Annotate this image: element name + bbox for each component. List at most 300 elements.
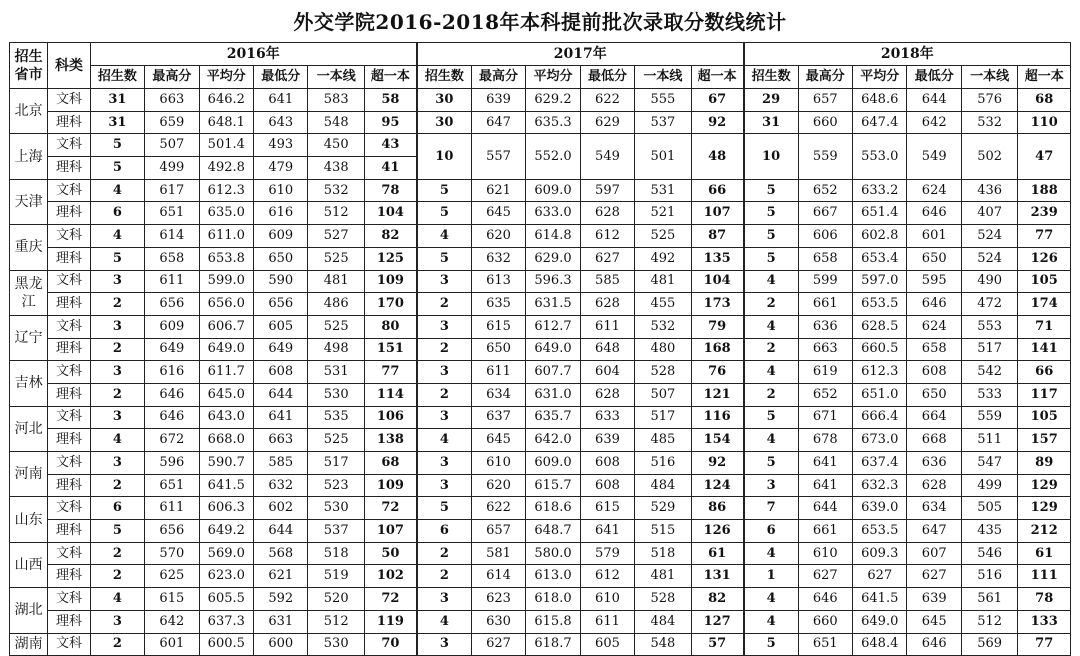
score-cell: 6 bbox=[744, 520, 798, 543]
subcolumn-header: 超一本 bbox=[364, 66, 416, 89]
score-cell: 170 bbox=[364, 293, 416, 316]
score-cell: 498 bbox=[308, 338, 364, 361]
score-cell: 6 bbox=[90, 202, 144, 225]
score-cell: 632.3 bbox=[853, 474, 907, 497]
score-cell: 569.0 bbox=[199, 542, 253, 565]
score-cell: 129 bbox=[1018, 497, 1071, 520]
score-cell: 126 bbox=[1018, 247, 1071, 270]
score-cell: 663 bbox=[145, 89, 199, 112]
score-cell: 102 bbox=[364, 565, 416, 588]
score-cell: 2 bbox=[744, 338, 798, 361]
subject-type-cell: 理科 bbox=[48, 565, 90, 588]
subcolumn-header: 超一本 bbox=[1018, 66, 1071, 89]
score-cell: 659 bbox=[145, 111, 199, 134]
score-cell: 652 bbox=[798, 383, 852, 406]
score-cell: 77 bbox=[1018, 225, 1071, 248]
score-cell: 5 bbox=[90, 157, 144, 180]
score-cell: 532 bbox=[961, 111, 1017, 134]
score-cell: 627 bbox=[907, 565, 961, 588]
subject-type-cell: 文科 bbox=[48, 134, 90, 157]
score-cell: 606.7 bbox=[199, 315, 253, 338]
province-cell: 河北 bbox=[10, 406, 48, 451]
score-cell: 10 bbox=[417, 134, 471, 179]
score-cell: 124 bbox=[691, 474, 743, 497]
score-cell: 615 bbox=[580, 497, 634, 520]
score-cell: 639 bbox=[907, 588, 961, 611]
score-cell: 645 bbox=[471, 429, 525, 452]
subject-type-cell: 文科 bbox=[48, 315, 90, 338]
score-cell: 6 bbox=[90, 497, 144, 520]
score-cell: 87 bbox=[691, 225, 743, 248]
score-cell: 76 bbox=[691, 361, 743, 384]
score-cell: 512 bbox=[308, 610, 364, 633]
score-cell: 623 bbox=[471, 588, 525, 611]
score-cell: 649 bbox=[254, 338, 308, 361]
subject-type-cell: 文科 bbox=[48, 270, 90, 293]
score-cell: 634 bbox=[471, 383, 525, 406]
score-cell: 4 bbox=[744, 270, 798, 293]
province-cell: 天津 bbox=[10, 179, 48, 224]
score-cell: 656 bbox=[254, 293, 308, 316]
score-cell: 4 bbox=[744, 315, 798, 338]
score-cell: 4 bbox=[744, 610, 798, 633]
table-row bbox=[10, 111, 1071, 134]
score-cell: 114 bbox=[364, 383, 416, 406]
score-cell: 7 bbox=[744, 497, 798, 520]
score-cell: 472 bbox=[961, 293, 1017, 316]
score-cell: 646 bbox=[798, 588, 852, 611]
score-cell: 590.7 bbox=[199, 452, 253, 475]
subcolumn-header: 最高分 bbox=[798, 66, 852, 89]
score-cell: 524 bbox=[961, 225, 1017, 248]
score-cell: 4 bbox=[744, 588, 798, 611]
score-cell: 650 bbox=[254, 247, 308, 270]
score-cell: 609.3 bbox=[853, 542, 907, 565]
score-cell: 647 bbox=[471, 111, 525, 134]
score-cell: 2 bbox=[417, 338, 471, 361]
score-cell: 644 bbox=[254, 383, 308, 406]
score-cell: 58 bbox=[364, 89, 416, 112]
score-cell: 646 bbox=[907, 202, 961, 225]
score-cell: 174 bbox=[1018, 293, 1071, 316]
score-cell: 616 bbox=[254, 202, 308, 225]
score-cell: 608 bbox=[907, 361, 961, 384]
score-cell: 72 bbox=[364, 497, 416, 520]
score-cell: 154 bbox=[691, 429, 743, 452]
subject-type-cell: 文科 bbox=[48, 406, 90, 429]
subject-type-cell: 理科 bbox=[48, 474, 90, 497]
score-cell: 61 bbox=[691, 542, 743, 565]
score-cell: 528 bbox=[635, 588, 691, 611]
score-cell: 651 bbox=[145, 474, 199, 497]
score-cell: 117 bbox=[1018, 383, 1071, 406]
score-cell: 651.4 bbox=[853, 202, 907, 225]
score-cell: 599 bbox=[798, 270, 852, 293]
score-cell: 615 bbox=[145, 588, 199, 611]
score-cell: 68 bbox=[1018, 89, 1071, 112]
score-cell: 4 bbox=[744, 429, 798, 452]
score-cell: 630 bbox=[471, 610, 525, 633]
score-cell: 47 bbox=[1018, 134, 1071, 179]
score-cell: 86 bbox=[691, 497, 743, 520]
score-cell: 636 bbox=[798, 315, 852, 338]
score-cell: 635 bbox=[471, 293, 525, 316]
table-row bbox=[10, 179, 1071, 202]
score-cell: 673.0 bbox=[853, 429, 907, 452]
score-cell: 617 bbox=[145, 179, 199, 202]
score-cell: 666.4 bbox=[853, 406, 907, 429]
score-cell: 517 bbox=[635, 406, 691, 429]
score-cell: 610 bbox=[254, 179, 308, 202]
score-cell: 658 bbox=[798, 247, 852, 270]
score-cell: 518 bbox=[308, 542, 364, 565]
score-cell: 104 bbox=[364, 202, 416, 225]
score-cell: 649.0 bbox=[199, 338, 253, 361]
table-row bbox=[10, 225, 1071, 248]
score-cell: 512 bbox=[961, 610, 1017, 633]
score-cell: 4 bbox=[90, 588, 144, 611]
score-cell: 79 bbox=[691, 315, 743, 338]
year-header-2018: 2018年 bbox=[744, 43, 1071, 66]
score-cell: 126 bbox=[691, 520, 743, 543]
table-row bbox=[10, 633, 1071, 656]
score-cell: 636 bbox=[907, 452, 961, 475]
score-cell: 532 bbox=[635, 315, 691, 338]
score-cell: 650 bbox=[471, 338, 525, 361]
score-cell: 651 bbox=[798, 633, 852, 656]
province-cell: 湖北 bbox=[10, 588, 48, 633]
table-row bbox=[10, 610, 1071, 633]
score-cell: 635.3 bbox=[526, 111, 580, 134]
score-cell: 656 bbox=[145, 293, 199, 316]
score-cell: 610 bbox=[580, 588, 634, 611]
score-cell: 611 bbox=[580, 315, 634, 338]
score-cell: 678 bbox=[798, 429, 852, 452]
score-cell: 612 bbox=[580, 225, 634, 248]
score-cell: 57 bbox=[691, 633, 743, 656]
subcolumn-header: 一本线 bbox=[635, 66, 691, 89]
score-cell: 5 bbox=[744, 247, 798, 270]
score-cell: 667 bbox=[798, 202, 852, 225]
score-cell: 622 bbox=[580, 89, 634, 112]
subject-type-cell: 理科 bbox=[48, 202, 90, 225]
score-cell: 131 bbox=[691, 565, 743, 588]
score-cell: 613 bbox=[471, 270, 525, 293]
score-cell: 5 bbox=[90, 520, 144, 543]
score-cell: 649 bbox=[145, 338, 199, 361]
score-cell: 646 bbox=[907, 293, 961, 316]
score-cell: 521 bbox=[635, 202, 691, 225]
score-cell: 481 bbox=[635, 270, 691, 293]
year-header-row bbox=[10, 43, 1071, 66]
score-cell: 2 bbox=[744, 293, 798, 316]
table-body bbox=[10, 89, 1071, 656]
score-cell: 111 bbox=[1018, 565, 1071, 588]
score-cell: 109 bbox=[364, 474, 416, 497]
score-cell: 450 bbox=[308, 134, 364, 157]
score-cell: 657 bbox=[471, 520, 525, 543]
score-cell: 616 bbox=[145, 361, 199, 384]
score-cell: 639.0 bbox=[853, 497, 907, 520]
score-cell: 5 bbox=[744, 225, 798, 248]
score-cell: 78 bbox=[1018, 588, 1071, 611]
table-row bbox=[10, 520, 1071, 543]
score-cell: 615.8 bbox=[526, 610, 580, 633]
score-cell: 5 bbox=[744, 406, 798, 429]
year-header-2016: 2016年 bbox=[90, 43, 417, 66]
score-cell: 435 bbox=[961, 520, 1017, 543]
score-cell: 5 bbox=[744, 452, 798, 475]
score-cell: 3 bbox=[417, 588, 471, 611]
score-cell: 635.7 bbox=[526, 406, 580, 429]
subcolumn-header: 一本线 bbox=[308, 66, 364, 89]
score-cell: 656.0 bbox=[199, 293, 253, 316]
province-cell: 北京 bbox=[10, 89, 48, 134]
score-cell: 607.7 bbox=[526, 361, 580, 384]
score-cell: 611.0 bbox=[199, 225, 253, 248]
score-cell: 627 bbox=[798, 565, 852, 588]
score-cell: 615 bbox=[471, 315, 525, 338]
score-cell: 525 bbox=[635, 225, 691, 248]
score-cell: 5 bbox=[744, 633, 798, 656]
score-cell: 532 bbox=[308, 179, 364, 202]
score-cell: 609.0 bbox=[526, 452, 580, 475]
score-cell: 484 bbox=[635, 474, 691, 497]
province-cell: 重庆 bbox=[10, 225, 48, 270]
score-cell: 82 bbox=[364, 225, 416, 248]
score-cell: 479 bbox=[254, 157, 308, 180]
score-cell: 602 bbox=[254, 497, 308, 520]
score-cell: 78 bbox=[364, 179, 416, 202]
score-cell: 607 bbox=[907, 542, 961, 565]
score-cell: 656 bbox=[145, 520, 199, 543]
score-cell: 620 bbox=[471, 225, 525, 248]
score-cell: 641.5 bbox=[199, 474, 253, 497]
table-row bbox=[10, 361, 1071, 384]
table-row bbox=[10, 452, 1071, 475]
score-cell: 600 bbox=[254, 633, 308, 656]
score-cell: 627 bbox=[853, 565, 907, 588]
score-cell: 107 bbox=[691, 202, 743, 225]
table-row bbox=[10, 474, 1071, 497]
score-cell: 512 bbox=[308, 202, 364, 225]
subject-type-cell: 文科 bbox=[48, 179, 90, 202]
subject-type-cell: 文科 bbox=[48, 225, 90, 248]
score-cell: 481 bbox=[308, 270, 364, 293]
score-cell: 606.3 bbox=[199, 497, 253, 520]
table-row bbox=[10, 89, 1071, 112]
score-cell: 2 bbox=[744, 383, 798, 406]
score-cell: 648.4 bbox=[853, 633, 907, 656]
score-cell: 664 bbox=[907, 406, 961, 429]
score-cell: 492 bbox=[635, 247, 691, 270]
province-cell: 辽宁 bbox=[10, 315, 48, 360]
score-cell: 501 bbox=[635, 134, 691, 179]
score-cell: 502 bbox=[961, 134, 1017, 179]
score-cell: 620 bbox=[471, 474, 525, 497]
score-cell: 4 bbox=[744, 361, 798, 384]
score-cell: 527 bbox=[308, 225, 364, 248]
score-cell: 628 bbox=[907, 474, 961, 497]
score-cell: 5 bbox=[417, 497, 471, 520]
score-cell: 653.5 bbox=[853, 520, 907, 543]
score-cell: 481 bbox=[635, 565, 691, 588]
subject-type-cell: 文科 bbox=[48, 452, 90, 475]
score-cell: 559 bbox=[961, 406, 1017, 429]
score-cell: 3 bbox=[417, 361, 471, 384]
score-cell: 648.6 bbox=[853, 89, 907, 112]
score-cell: 604 bbox=[580, 361, 634, 384]
score-cell: 646.2 bbox=[199, 89, 253, 112]
score-cell: 642 bbox=[907, 111, 961, 134]
subcolumn-header: 平均分 bbox=[199, 66, 253, 89]
score-cell: 641 bbox=[798, 452, 852, 475]
score-cell: 628.5 bbox=[853, 315, 907, 338]
score-cell: 658 bbox=[145, 247, 199, 270]
subject-type-cell: 文科 bbox=[48, 361, 90, 384]
score-cell: 127 bbox=[691, 610, 743, 633]
score-cell: 661 bbox=[798, 293, 852, 316]
score-cell: 107 bbox=[364, 520, 416, 543]
subject-type-cell: 理科 bbox=[48, 111, 90, 134]
score-cell: 643.0 bbox=[199, 406, 253, 429]
score-cell: 531 bbox=[635, 179, 691, 202]
score-cell: 82 bbox=[691, 588, 743, 611]
score-cell: 643 bbox=[254, 111, 308, 134]
score-cell: 672 bbox=[145, 429, 199, 452]
score-cell: 3 bbox=[90, 315, 144, 338]
year-header-2017: 2017年 bbox=[417, 43, 744, 66]
score-cell: 31 bbox=[90, 111, 144, 134]
score-cell: 618.0 bbox=[526, 588, 580, 611]
table-row bbox=[10, 247, 1071, 270]
province-cell: 吉林 bbox=[10, 361, 48, 406]
score-cell: 652 bbox=[798, 179, 852, 202]
score-cell: 547 bbox=[961, 452, 1017, 475]
score-cell: 559 bbox=[798, 134, 852, 179]
score-cell: 660.5 bbox=[853, 338, 907, 361]
score-cell: 516 bbox=[961, 565, 1017, 588]
score-cell: 621 bbox=[471, 179, 525, 202]
subject-type-cell: 理科 bbox=[48, 157, 90, 180]
score-cell: 644 bbox=[798, 497, 852, 520]
score-cell: 649.0 bbox=[526, 338, 580, 361]
score-cell: 173 bbox=[691, 293, 743, 316]
score-cell: 3 bbox=[744, 474, 798, 497]
score-cell: 3 bbox=[90, 452, 144, 475]
score-cell: 601 bbox=[145, 633, 199, 656]
score-cell: 653.4 bbox=[853, 247, 907, 270]
score-cell: 67 bbox=[691, 89, 743, 112]
score-cell: 619 bbox=[798, 361, 852, 384]
score-cell: 4 bbox=[744, 542, 798, 565]
score-cell: 634 bbox=[907, 497, 961, 520]
score-cell: 608 bbox=[580, 452, 634, 475]
score-cell: 583 bbox=[308, 89, 364, 112]
score-cell: 605.5 bbox=[199, 588, 253, 611]
score-cell: 2 bbox=[417, 383, 471, 406]
score-cell: 157 bbox=[1018, 429, 1071, 452]
score-cell: 480 bbox=[635, 338, 691, 361]
table-row bbox=[10, 338, 1071, 361]
score-cell: 499 bbox=[145, 157, 199, 180]
score-cell: 568 bbox=[254, 542, 308, 565]
table-row bbox=[10, 565, 1071, 588]
score-cell: 151 bbox=[364, 338, 416, 361]
score-cell: 41 bbox=[364, 157, 416, 180]
score-cell: 61 bbox=[1018, 542, 1071, 565]
score-cell: 579 bbox=[580, 542, 634, 565]
score-cell: 525 bbox=[308, 247, 364, 270]
score-cell: 4 bbox=[417, 225, 471, 248]
subject-type-cell: 文科 bbox=[48, 633, 90, 656]
province-cell: 黑龙江 bbox=[10, 270, 48, 315]
score-cell: 637.4 bbox=[853, 452, 907, 475]
score-cell: 557 bbox=[471, 134, 525, 179]
score-cell: 614.8 bbox=[526, 225, 580, 248]
score-cell: 31 bbox=[744, 111, 798, 134]
subcolumn-header: 最高分 bbox=[145, 66, 199, 89]
score-cell: 525 bbox=[308, 429, 364, 452]
score-cell: 576 bbox=[961, 89, 1017, 112]
score-cell: 606 bbox=[798, 225, 852, 248]
score-cell: 641 bbox=[580, 520, 634, 543]
score-cell: 657 bbox=[798, 89, 852, 112]
score-cell: 653.5 bbox=[853, 293, 907, 316]
score-cell: 104 bbox=[691, 270, 743, 293]
score-cell: 528 bbox=[635, 361, 691, 384]
score-cell: 549 bbox=[580, 134, 634, 179]
score-cell: 648.7 bbox=[526, 520, 580, 543]
score-cell: 530 bbox=[308, 383, 364, 406]
score-cell: 623.0 bbox=[199, 565, 253, 588]
score-cell: 549 bbox=[907, 134, 961, 179]
score-cell: 609 bbox=[145, 315, 199, 338]
score-cell: 596.3 bbox=[526, 270, 580, 293]
score-cell: 5 bbox=[417, 202, 471, 225]
table-row bbox=[10, 134, 1071, 157]
score-cell: 80 bbox=[364, 315, 416, 338]
score-cell: 95 bbox=[364, 111, 416, 134]
score-cell: 663 bbox=[798, 338, 852, 361]
score-cell: 6 bbox=[417, 520, 471, 543]
score-cell: 77 bbox=[1018, 633, 1071, 656]
score-cell: 66 bbox=[691, 179, 743, 202]
score-cell: 2 bbox=[90, 474, 144, 497]
score-cell: 569 bbox=[961, 633, 1017, 656]
score-cell: 624 bbox=[907, 315, 961, 338]
score-cell: 77 bbox=[364, 361, 416, 384]
table-row bbox=[10, 293, 1071, 316]
subcolumn-header: 招生数 bbox=[417, 66, 471, 89]
score-cell: 635.0 bbox=[199, 202, 253, 225]
score-cell: 5 bbox=[744, 202, 798, 225]
score-cell: 553.0 bbox=[853, 134, 907, 179]
score-cell: 3 bbox=[90, 361, 144, 384]
score-cell: 651.0 bbox=[853, 383, 907, 406]
score-cell: 628 bbox=[580, 202, 634, 225]
subcolumn-header: 最低分 bbox=[580, 66, 634, 89]
score-cell: 31 bbox=[90, 89, 144, 112]
score-cell: 645 bbox=[907, 610, 961, 633]
subcolumn-header: 最低分 bbox=[907, 66, 961, 89]
score-cell: 72 bbox=[364, 588, 416, 611]
score-cell: 649.2 bbox=[199, 520, 253, 543]
score-cell: 2 bbox=[417, 293, 471, 316]
table-row bbox=[10, 497, 1071, 520]
score-cell: 3 bbox=[417, 474, 471, 497]
score-cell: 2 bbox=[90, 338, 144, 361]
